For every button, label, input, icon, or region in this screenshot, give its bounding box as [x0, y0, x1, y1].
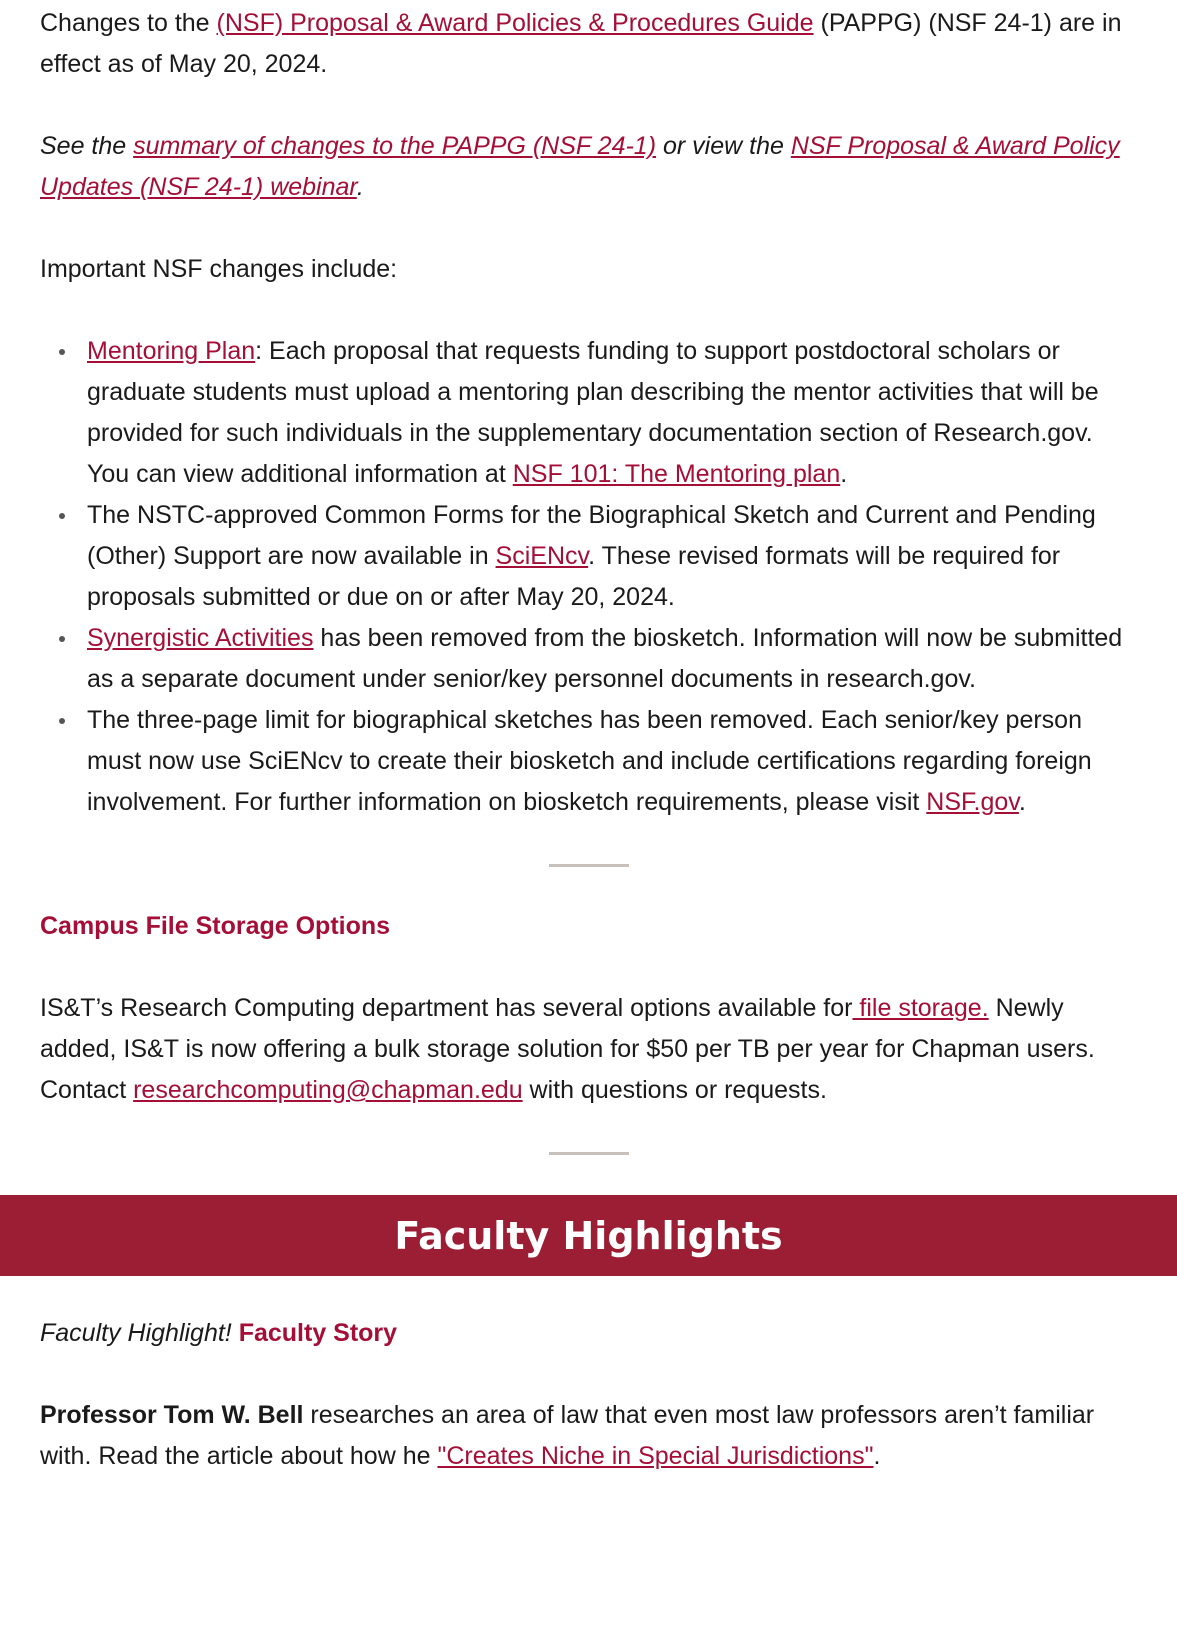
- nsf-101-mentoring-link[interactable]: NSF 101: The Mentoring plan: [512, 460, 841, 488]
- list-item-mentoring-plan: [87, 331, 1137, 495]
- faculty-paragraph: [40, 1395, 1137, 1477]
- list-item-synergistic-activities: [87, 618, 1137, 700]
- research-computing-email-link[interactable]: researchcomputing@chapman.edu: [133, 1076, 523, 1104]
- policy-updates-webinar-link[interactable]: NSF Proposal & Award Policy Updates (NSF 24-1) webinar: [40, 132, 1120, 201]
- summary-of-changes-link[interactable]: summary of changes to the PAPPG (NSF 24-1): [133, 132, 657, 160]
- sciencv-link[interactable]: SciENcv: [495, 542, 589, 570]
- changes-list: [40, 331, 1137, 823]
- spacer: [40, 1354, 1137, 1395]
- item-suffix: .: [840, 460, 848, 488]
- faculty-highlight-line: [40, 1313, 1137, 1354]
- common-forms-suffix: . These revised formats will be required for proposals submitted or due on or after May 20, 2024.: [87, 542, 1061, 611]
- nsf-intro-paragraph: [40, 0, 1137, 85]
- common-forms-text: The NSTC-approved Common Forms for the Biographical Sketch and Current and Pending (Other) Support are now available in: [87, 501, 1096, 570]
- pappg-guide-link[interactable]: (NSF) Proposal & Award Policies & Procedures Guide: [216, 9, 814, 37]
- storage-prefix: IS&T’s Research Computing department has several options available for: [40, 994, 853, 1022]
- spacer: [40, 290, 1137, 331]
- spacer: [40, 208, 1137, 249]
- professor-name: Professor Tom W. Bell: [40, 1401, 304, 1429]
- spacer: [40, 85, 1137, 126]
- faculty-story-label: Faculty Story: [231, 1319, 398, 1347]
- see-suffix: .: [356, 173, 364, 201]
- see-middle: or view the: [656, 132, 791, 160]
- important-changes-label: Important NSF changes include:: [40, 255, 398, 283]
- see-paragraph: [40, 126, 1137, 208]
- faculty-section: [0, 1276, 1177, 1477]
- file-storage-link[interactable]: file storage.: [852, 994, 989, 1022]
- nsf-gov-link[interactable]: NSF.gov: [926, 788, 1019, 816]
- synergistic-activities-link[interactable]: Synergistic Activities: [87, 624, 314, 652]
- intro-suffix: (PAPPG) (NSF 24-1) are in effect as of May 20, 2024.: [40, 9, 1122, 78]
- storage-suffix: with questions or requests.: [522, 1076, 827, 1104]
- list-item-common-forms: [87, 495, 1137, 618]
- page-limit-text: The three-page limit for biographical sketches has been removed. Each senior/key person must now use SciENcv to create their biosketch and include certifications regarding foreign involvement. For further information on biosketch requirements, please visit: [87, 706, 1092, 816]
- faculty-highlight-label: Faculty Highlight!: [40, 1319, 232, 1347]
- spacer: [40, 947, 1137, 988]
- mentoring-plan-link[interactable]: Mentoring Plan: [87, 337, 256, 365]
- faculty-text: researches an area of law that even most law professors aren’t familiar with. Read the article about how he: [40, 1401, 1095, 1470]
- faculty-highlights-banner: [0, 1195, 1177, 1276]
- mentoring-plan-text: : Each proposal that requests funding to support postdoctoral scholars or graduate students must upload a mentoring plan describing the mentor activities that will be provided for such individuals in the supplementary documentation section of Research.gov. You can view additional information at: [87, 337, 1099, 488]
- section-divider: [549, 864, 629, 867]
- faculty-suffix: .: [873, 1442, 881, 1470]
- item-suffix: .: [1018, 788, 1026, 816]
- storage-heading: Campus File Storage Options: [40, 912, 391, 940]
- list-item-page-limit: [87, 700, 1137, 823]
- banner-title: Faculty Highlights: [394, 1213, 783, 1258]
- see-prefix: See the: [40, 132, 134, 160]
- special-jurisdictions-article-link[interactable]: "Creates Niche in Special Jurisdictions": [437, 1442, 874, 1470]
- section-divider: [549, 1152, 629, 1155]
- storage-middle: Newly added, IS&T is now offering a bulk storage solution for $50 per TB per year for Chapman users. Contact: [40, 994, 1095, 1104]
- intro-prefix: Changes to the: [40, 9, 217, 37]
- storage-paragraph: [40, 988, 1137, 1111]
- synergistic-activities-text: has been removed from the biosketch. Information will now be submitted as a separate document under senior/key personnel documents in research.gov.: [87, 624, 1123, 693]
